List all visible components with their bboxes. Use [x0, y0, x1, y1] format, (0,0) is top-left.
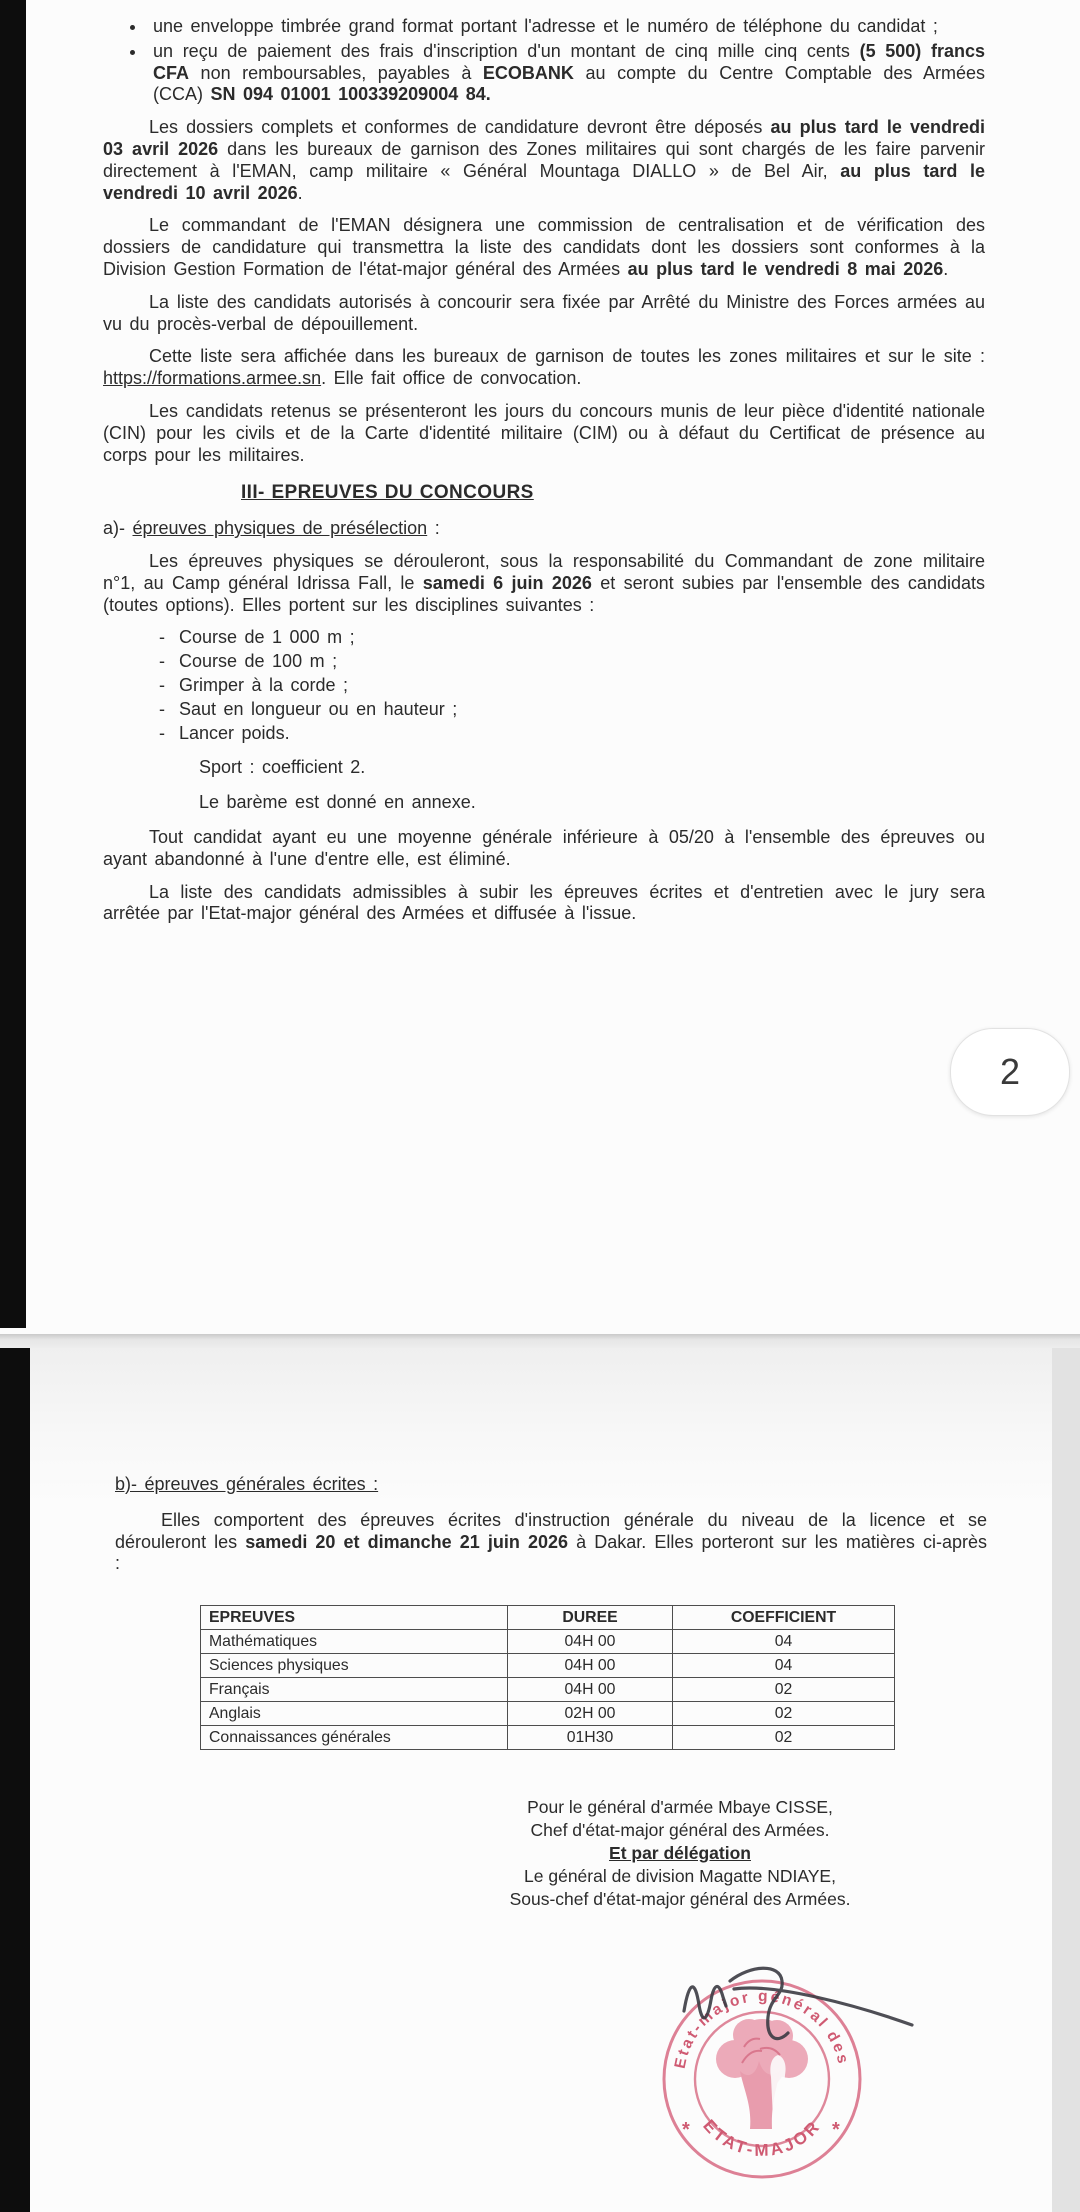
- table-row: [201, 1678, 895, 1702]
- table-cell: 04H 00: [508, 1630, 673, 1654]
- text-run: (5 500) francs CFA: [153, 40, 985, 83]
- bullet-item-payment: [147, 41, 985, 106]
- text-run: à Dakar. Elles porteront sur les matières ci-après :: [115, 1531, 987, 1574]
- discipline-item: - Saut en longueur ou en hauteur ;: [159, 699, 985, 721]
- physical-tests-paragraph: [103, 551, 985, 616]
- deposit-paragraph: [103, 117, 985, 204]
- table-cell: Mathématiques: [201, 1630, 508, 1654]
- sub-heading-b: [115, 1474, 987, 1496]
- arrete-paragraph: [103, 292, 985, 336]
- exams-table-head: [201, 1606, 895, 1630]
- text-run: samedi 6 juin 2026: [422, 572, 592, 593]
- stamp-arc-text: Etat-major général des: [671, 1987, 852, 2071]
- stamp-star-right: *: [832, 2119, 840, 2141]
- page-number: 2: [999, 1051, 1021, 1092]
- text-run: La liste des candidats admissibles à subir les épreuves écrites et d'entretien avec le jury sera arrêtée par l'Etat-major général des Armées et diffusée à l'issue.: [103, 881, 985, 924]
- text-run: au plus tard le vendredi 8 mai 2026: [627, 258, 944, 279]
- table-row: [201, 1726, 895, 1750]
- signature-chief-line: Chef d'état-major général des Armées.: [530, 1820, 830, 1840]
- discipline-item: - Course de 100 m ;: [159, 651, 985, 673]
- text-run: . Elle fait office de convocation.: [321, 368, 582, 389]
- signature-general-line: Le général de division Magatte NDIAYE,: [524, 1866, 836, 1886]
- text-run: ECOBANK: [482, 62, 574, 83]
- text-run: Le commandant de l'EMAN désignera une commission de centralisation et de vérification des dossiers de candidature qui transmettra la liste des candidats dont les dossiers sont conformes à la Division Gestion Formation de l'état-major général des Armées: [103, 215, 985, 279]
- disciplines-list: [103, 627, 985, 744]
- scan-edge-bar-top: [0, 0, 26, 1328]
- page-number-badge: [950, 1028, 1070, 1116]
- text-run: .: [943, 258, 949, 279]
- text-run: samedi 20 et dimanche 21 juin 2026: [245, 1531, 569, 1552]
- exams-table: [200, 1605, 895, 1750]
- table-cell: 04: [673, 1630, 895, 1654]
- section-heading-epreuves: III- EPREUVES DU CONCOURS: [241, 482, 534, 504]
- text-run: La liste des candidats autorisés à concourir sera fixée par Arrêté du Ministre des Forces armées au vu du procès-verbal de dépouillement.: [103, 291, 985, 334]
- page-2: [0, 1348, 1052, 2212]
- signature-subchief-line: Sous-chef d'état-major général des Armées.: [509, 1889, 851, 1909]
- page-1-content: [103, 16, 985, 936]
- stamp-bottom-text: ETAT-MAJOR: [699, 2115, 825, 2160]
- convocation-paragraph: [103, 401, 985, 466]
- text-run: une enveloppe timbrée grand format portant l'adresse et le numéro de téléphone du candidat ;: [153, 16, 938, 36]
- text-run: SN 094 01001 100339209004 84.: [210, 84, 491, 105]
- signature-block: [385, 1796, 975, 1911]
- written-tests-paragraph: [115, 1510, 987, 1575]
- baobab-tree-emblem: [716, 2019, 808, 2129]
- signature-for-line: Pour le général d'armée Mbaye CISSE,: [527, 1797, 833, 1817]
- column-header-duree: DUREE: [508, 1606, 673, 1630]
- table-cell: 02H 00: [508, 1702, 673, 1726]
- text-run: dans les bureaux de garnison des Zones militaires qui sont chargés de les faire parvenir directement à l'EMAN, camp militaire « Général Mountaga DIALLO » de Bel Air,: [103, 138, 985, 181]
- table-cell: 01H30: [508, 1726, 673, 1750]
- table-header-row: [201, 1606, 895, 1630]
- text-run: non remboursables, payables à: [189, 62, 483, 83]
- page-separator: [0, 1334, 1080, 1348]
- bareme-line: Le barème est donné en annexe.: [199, 792, 476, 813]
- affichage-paragraph: [103, 346, 985, 390]
- text-run: Elles comportent des épreuves écrites d'instruction générale du niveau de la licence et se dérouleront les: [115, 1509, 987, 1552]
- exams-table-body: [201, 1630, 895, 1750]
- table-cell: 04H 00: [508, 1678, 673, 1702]
- website-link[interactable]: https://formations.armee.sn: [103, 368, 322, 389]
- elimination-paragraph: [103, 827, 985, 871]
- sub-heading-a: [103, 518, 985, 540]
- required-documents-list: [103, 16, 985, 106]
- table-cell: 02: [673, 1726, 895, 1750]
- admissibles-paragraph: [103, 882, 985, 926]
- table-cell: Connaissances générales: [201, 1726, 508, 1750]
- commission-paragraph: [103, 215, 985, 280]
- text-run: Tout candidat ayant eu une moyenne générale inférieure à 05/20 à l'ensemble des épreuves ou ayant abandonné à l'une d'entre elle, est éliminé.: [103, 826, 985, 869]
- text-run: au compte du Centre Comptable des Armées (CCA): [153, 62, 985, 105]
- text-run: et seront subies par l'ensemble des candidats (toutes options). Elles portent sur les disciplines suivantes :: [103, 572, 985, 615]
- table-cell: 04: [673, 1654, 895, 1678]
- discipline-item: - Grimper à la corde ;: [159, 675, 985, 697]
- stamp-star-left: *: [682, 2119, 690, 2141]
- text-run: Les dossiers complets et conformes de candidature devront être déposés: [149, 117, 771, 138]
- table-row: [201, 1654, 895, 1678]
- table-cell: Français: [201, 1678, 508, 1702]
- discipline-item: - Lancer poids.: [159, 723, 985, 745]
- table-row: [201, 1702, 895, 1726]
- text-run: :: [427, 518, 440, 539]
- page-2-content: [115, 1460, 987, 1750]
- table-cell: Anglais: [201, 1702, 508, 1726]
- text-run: Cette liste sera affichée dans les bureaux de garnison de toutes les zones militaires et sur le site :: [149, 346, 985, 367]
- text-run: épreuves physiques de présélection: [132, 518, 428, 539]
- scan-edge-bar-bottom: [0, 1348, 30, 2212]
- text-run: Les candidats retenus se présenteront les jours du concours munis de leur pièce d'identité nationale (CIN) pour les civils et de la Carte d'identité militaire (CIM) ou à défaut du Certificat de présence au corps pour les militaires.: [103, 400, 985, 465]
- bullet-item-envelope: [147, 16, 985, 38]
- text-run: un reçu de paiement des frais d'inscription d'un montant de cinq mille cinq cents: [153, 40, 860, 61]
- text-run: b)- épreuves générales écrites :: [115, 1474, 379, 1494]
- text-run: au plus tard le vendredi 03 avril 2026: [103, 117, 985, 159]
- table-cell: 02: [673, 1678, 895, 1702]
- text-run: au plus tard le vendredi 10 avril 2026: [103, 160, 985, 203]
- text-run: Les épreuves physiques se dérouleront, sous la responsabilité du Commandant de zone militaire n°1, au Camp général Idrissa Fall, le: [103, 550, 985, 593]
- column-header-epreuves: EPREUVES: [201, 1606, 508, 1630]
- text-run: .: [297, 182, 303, 203]
- column-header-coefficient: COEFFICIENT: [673, 1606, 895, 1630]
- sport-coefficient-line: Sport : coefficient 2.: [199, 757, 366, 778]
- table-cell: 02: [673, 1702, 895, 1726]
- table-cell: 04H 00: [508, 1654, 673, 1678]
- signature-delegation-line: Et par délégation: [609, 1843, 751, 1863]
- text-run: a)-: [103, 518, 133, 539]
- official-stamp: [592, 1931, 932, 2212]
- discipline-item: - Course de 1 000 m ;: [159, 627, 985, 649]
- table-cell: Sciences physiques: [201, 1654, 508, 1678]
- table-row: [201, 1630, 895, 1654]
